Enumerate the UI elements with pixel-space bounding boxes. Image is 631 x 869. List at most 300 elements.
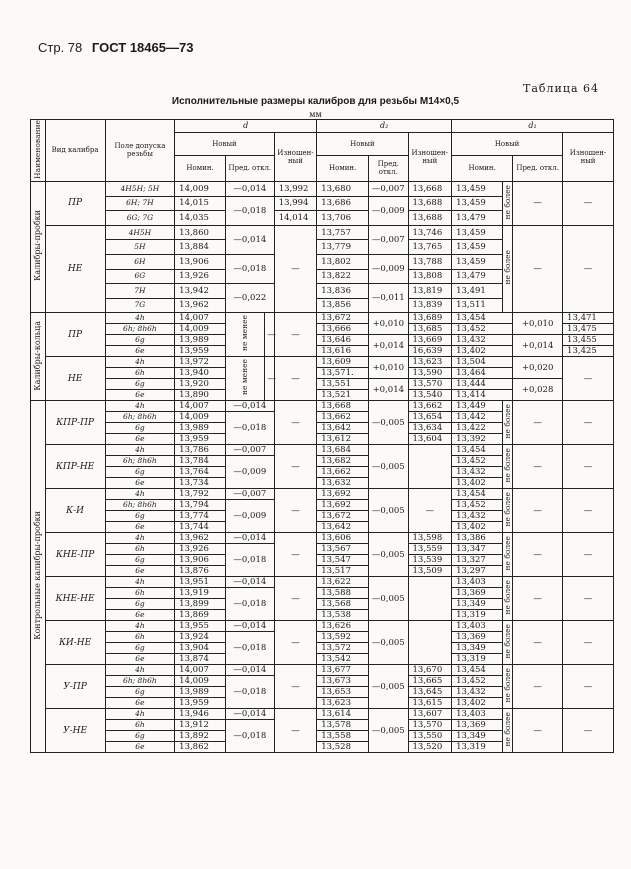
d1-nominal: 13,369 [452, 720, 503, 731]
d-nominal: 13,924 [175, 632, 226, 643]
d2-worn: 13,654 [408, 412, 452, 423]
d2-nominal: 13,616 [317, 346, 369, 357]
d2-deviation: —0,005 [369, 709, 408, 753]
d1-nominal: 13,452 [452, 500, 503, 511]
d1-nominal: 13,454 [452, 445, 503, 456]
tolerance-field: 6g [105, 731, 174, 742]
tolerance-field: 6h; 8h6h [105, 676, 174, 687]
d2-worn: 13,520 [408, 742, 452, 753]
d2-worn: 13,540 [408, 390, 452, 401]
d-nominal: 14,007 [175, 313, 226, 324]
d-nominal: 13,890 [175, 390, 226, 401]
ne-menee-mark: не менее [225, 357, 264, 401]
tolerance-field: 6h; 8h6h [105, 412, 174, 423]
d1-nominal: 13,454 [452, 665, 503, 676]
d2-nominal: 13,538 [317, 610, 369, 621]
d2-worn: 13,746 [408, 225, 452, 240]
d1-worn-dash: — [563, 665, 614, 709]
tolerance-field: 4h [105, 665, 174, 676]
caliber-type: КИ-НЕ [45, 621, 105, 665]
caliber-type: ПР [45, 181, 105, 225]
tolerance-field: 6g [105, 643, 174, 654]
col-tol-header: Поле допуска резьбы [105, 120, 174, 182]
d2-nominal: 13,682 [317, 456, 369, 467]
d2-worn: 13,590 [408, 368, 452, 379]
tolerance-field: 6e [105, 566, 174, 577]
d-worn-dash: — [274, 489, 317, 533]
d2-nominal: 13,567 [317, 544, 369, 555]
d-nominal: 13,906 [175, 555, 226, 566]
d2-nominal: 13,622 [317, 577, 369, 588]
d-nominal: 13,926 [175, 269, 226, 284]
d-worn: 13,992 [274, 181, 317, 196]
d-nominal: 13,892 [175, 731, 226, 742]
d-nominal: 13,734 [175, 478, 226, 489]
d2-deviation: +0,010 [369, 313, 408, 335]
col-d-header: d [175, 120, 317, 133]
d2-nominal: 13,666 [317, 324, 369, 335]
tolerance-field: 6h [105, 544, 174, 555]
d1-nominal: 13,479 [452, 269, 503, 284]
d-nominal: 14,009 [175, 676, 226, 687]
d-nominal: 13,940 [175, 368, 226, 379]
d-nominal: 13,919 [175, 588, 226, 599]
d-worn-dash: — [274, 709, 317, 753]
d2-deviation: —0,007 [369, 181, 408, 196]
d2-nominal: 13,662 [317, 467, 369, 478]
d-nominal: 13,942 [175, 284, 226, 299]
d-deviation-dash: — [265, 313, 274, 357]
tolerance-field: 4H5H; 5H [105, 181, 174, 196]
ne-bolee-mark: не более [502, 533, 512, 577]
d2-deviation: —0,009 [369, 254, 408, 283]
tolerance-field: 6e [105, 742, 174, 753]
d-nominal: 13,860 [175, 225, 226, 240]
tolerance-field: 4h [105, 357, 174, 368]
d1-nominal: 13,454 [452, 489, 503, 500]
d1-nominal: 13,452 [452, 676, 503, 687]
d2-deviation: —0,005 [369, 621, 408, 665]
tolerance-field: 6e [105, 478, 174, 489]
d2-deviation: —0,005 [369, 401, 408, 445]
d2-worn: 13,615 [408, 698, 452, 709]
d-nominal: 13,869 [175, 610, 226, 621]
d-worn: 13,994 [274, 196, 317, 211]
caliber-type: КНЕ-НЕ [45, 577, 105, 621]
d2-new-header: Новый [317, 133, 408, 156]
d1-nominal: 13,349 [452, 643, 503, 654]
d1-nominal: 13,402 [452, 478, 503, 489]
tolerance-field: 4h [105, 577, 174, 588]
tolerance-field: 6h; 8h6h [105, 500, 174, 511]
d2-deviation: —0,005 [369, 445, 408, 489]
d2-worn-empty [408, 577, 452, 621]
d1-nominal: 13,392 [452, 434, 503, 445]
tolerance-field: 4h [105, 445, 174, 456]
tolerance-field: 6G [105, 269, 174, 284]
tolerance-field: 6e [105, 654, 174, 665]
d-deviation: —0,014 [225, 533, 274, 544]
d2-nominal: 13,642 [317, 522, 369, 533]
d2-nominal: 13,609 [317, 357, 369, 368]
d1-nominal: 13,319 [452, 654, 503, 665]
d-deviation: —0,018 [225, 588, 274, 621]
d-nominal: 13,959 [175, 346, 226, 357]
d-worn-dash: — [274, 357, 317, 401]
tolerance-field: 6e [105, 698, 174, 709]
tolerance-field: 4h [105, 489, 174, 500]
d2-nom-header: Номин. [317, 155, 369, 181]
d1-nominal: 13,432 [452, 335, 513, 346]
d2-worn: 13,670 [408, 665, 452, 676]
d2-nominal: 13,802 [317, 254, 369, 269]
d1-nominal: 13,504 [452, 357, 513, 368]
d1-worn-dash: — [563, 445, 614, 489]
d-nominal: 13,874 [175, 654, 226, 665]
tolerance-field: 7G [105, 298, 174, 313]
ne-bolee-mark: не более [502, 489, 512, 533]
d2-worn: 13,689 [408, 313, 452, 324]
d-nominal: 14,007 [175, 665, 226, 676]
d2-worn: 13,819 [408, 284, 452, 299]
d-deviation: —0,018 [225, 196, 274, 225]
d2-nominal: 13,632 [317, 478, 369, 489]
d1-nominal: 13,459 [452, 196, 503, 211]
d-nominal: 13,989 [175, 687, 226, 698]
d1-nominal: 13,402 [452, 698, 503, 709]
d2-deviation: —0,005 [369, 489, 408, 533]
d2-deviation: —0,005 [369, 665, 408, 709]
d-worn-header: Изношенный [274, 133, 317, 182]
table-row [31, 489, 614, 500]
table-row [31, 445, 614, 456]
tolerance-field: 6h [105, 632, 174, 643]
d1-deviation-dash: — [513, 709, 563, 753]
d2-nominal: 13,706 [317, 211, 369, 226]
d2-nominal: 13,692 [317, 500, 369, 511]
calibers-table [30, 119, 614, 753]
d2-nominal: 13,606 [317, 533, 369, 544]
d-deviation: —0,014 [225, 577, 274, 588]
d1-deviation-dash: — [513, 225, 563, 313]
tolerance-field: 6h; 8h6h [105, 324, 174, 335]
d2-nominal: 13,836 [317, 284, 369, 299]
tolerance-field: 6g [105, 423, 174, 434]
table-row [31, 379, 614, 390]
d2-worn: 13,509 [408, 566, 452, 577]
d2-deviation: +0,014 [369, 335, 408, 357]
d-nominal: 13,989 [175, 335, 226, 346]
d2-nominal: 13,551 [317, 379, 369, 390]
d1-deviation: +0,014 [513, 335, 563, 357]
d-nominal: 13,920 [175, 379, 226, 390]
page-number: Стр. 78 [38, 40, 83, 55]
d2-nominal: 13,646 [317, 335, 369, 346]
caliber-type: КПР-НЕ [45, 445, 105, 489]
d-nominal: 13,899 [175, 599, 226, 610]
d2-nominal: 13,662 [317, 412, 369, 423]
d2-nominal: 13,757 [317, 225, 369, 240]
d2-nominal: 13,542 [317, 654, 369, 665]
ne-bolee-mark: не более [502, 181, 512, 225]
d-nominal: 13,904 [175, 643, 226, 654]
d1-worn-dash: — [563, 621, 614, 665]
d2-nominal: 13,568 [317, 599, 369, 610]
d-nominal: 14,007 [175, 401, 226, 412]
d1-nominal: 13,442 [452, 412, 503, 423]
d2-nominal: 13,686 [317, 196, 369, 211]
d2-nominal: 13,517 [317, 566, 369, 577]
d1-worn-dash: — [563, 577, 614, 621]
tolerance-field: 6g [105, 687, 174, 698]
d2-nominal: 13,668 [317, 401, 369, 412]
col-name-header: Наименование [31, 120, 46, 182]
d2-nominal: 13,677 [317, 665, 369, 676]
d2-worn: 13,570 [408, 720, 452, 731]
d2-nominal: 13,672 [317, 511, 369, 522]
table-row [31, 335, 614, 346]
d1-worn-dash: — [563, 533, 614, 577]
tolerance-field: 6e [105, 610, 174, 621]
d1-nominal: 13,414 [452, 390, 513, 401]
d2-worn-empty [408, 445, 452, 489]
d2-deviation: —0,011 [369, 284, 408, 313]
ne-bolee-mark: не более [502, 621, 512, 665]
table-number: Таблица 64 [523, 82, 599, 95]
d1-nominal: 13,479 [452, 211, 503, 226]
d1-nominal: 13,369 [452, 632, 503, 643]
group-label: Контрольные калибры-пробки [31, 401, 46, 753]
d1-nominal: 13,464 [452, 368, 513, 379]
d1-nominal: 13,459 [452, 240, 503, 255]
d2-worn: 13,623 [408, 357, 452, 368]
d-nominal: 13,951 [175, 577, 226, 588]
d1-deviation-dash: — [513, 533, 563, 577]
d1-nominal: 13,432 [452, 467, 503, 478]
d2-nominal: 13,571. [317, 368, 369, 379]
ne-menee-mark: не менее [225, 313, 264, 357]
tolerance-field: 6h; 8h6h [105, 456, 174, 467]
d1-worn-dash: — [563, 357, 614, 401]
d2-nominal: 13,572 [317, 643, 369, 654]
d1-deviation: +0,028 [513, 379, 563, 401]
caliber-type: У-ПР [45, 665, 105, 709]
d1-deviation: +0,020 [513, 357, 563, 379]
d1-worn: 13,471 [563, 313, 614, 324]
d2-worn: 13,808 [408, 269, 452, 284]
d1-nominal: 13,349 [452, 731, 503, 742]
tolerance-field: 6g [105, 555, 174, 566]
d2-nominal: 13,578 [317, 720, 369, 731]
d2-nominal: 13,592 [317, 632, 369, 643]
table-body [31, 181, 614, 752]
d-deviation: —0,007 [225, 445, 274, 456]
d-deviation: —0,014 [225, 401, 274, 412]
d2-nominal: 13,623 [317, 698, 369, 709]
d2-nominal: 13,612 [317, 434, 369, 445]
d2-deviation: —0,005 [369, 533, 408, 577]
tolerance-field: 4h [105, 401, 174, 412]
tolerance-field: 6h [105, 720, 174, 731]
tolerance-field: 6g [105, 511, 174, 522]
d1-nominal: 13,403 [452, 577, 503, 588]
d1-nominal: 13,449 [452, 401, 503, 412]
d1-nominal: 13,402 [452, 522, 503, 533]
d1-deviation-dash: — [513, 445, 563, 489]
d2-worn: 13,539 [408, 555, 452, 566]
d2-worn: 13,604 [408, 434, 452, 445]
d-nominal: 13,764 [175, 467, 226, 478]
d-nominal: 13,959 [175, 698, 226, 709]
d1-new-header: Новый [452, 133, 563, 156]
tolerance-field: 6h [105, 368, 174, 379]
tolerance-field: 6g [105, 467, 174, 478]
table-row [31, 225, 614, 240]
d2-nominal: 13,642 [317, 423, 369, 434]
d2-nominal: 13,528 [317, 742, 369, 753]
d2-nominal: 13,614 [317, 709, 369, 720]
d2-nominal: 13,547 [317, 555, 369, 566]
tolerance-field: 6g [105, 599, 174, 610]
d-new-header: Новый [175, 133, 275, 156]
caliber-type: КНЕ-ПР [45, 533, 105, 577]
ne-bolee-mark: не более [502, 401, 512, 445]
d-deviation: —0,014 [225, 181, 274, 196]
d-worn-dash: — [274, 313, 317, 357]
d1-nom-header: Номин. [452, 155, 513, 181]
d1-deviation: +0,010 [513, 313, 563, 335]
tolerance-field: 6e [105, 434, 174, 445]
d2-worn: 13,634 [408, 423, 452, 434]
d1-nominal: 13,511 [452, 298, 503, 313]
d-nominal: 13,989 [175, 423, 226, 434]
d-nominal: 14,009 [175, 412, 226, 423]
d-nominal: 14,035 [175, 211, 226, 226]
d2-nominal: 13,673 [317, 676, 369, 687]
d-worn-dash: — [274, 225, 317, 313]
d-deviation: —0,014 [225, 665, 274, 676]
d2-worn: 13,645 [408, 687, 452, 698]
tolerance-field: 6e [105, 346, 174, 357]
d-nominal: 13,784 [175, 456, 226, 467]
tolerance-field: 6e [105, 522, 174, 533]
d2-worn: 13,688 [408, 211, 452, 226]
tolerance-field: 6G; 7G [105, 211, 174, 226]
table-row [31, 401, 614, 412]
d2-nominal: 13,684 [317, 445, 369, 456]
d-nominal: 14,009 [175, 181, 226, 196]
tolerance-field: 4H5H [105, 225, 174, 240]
d2-worn: 13,665 [408, 676, 452, 687]
table-row [31, 533, 614, 544]
d1-deviation-dash: — [513, 621, 563, 665]
ne-bolee-mark: не более [502, 665, 512, 709]
d-nominal: 13,792 [175, 489, 226, 500]
d1-nominal: 13,403 [452, 621, 503, 632]
tolerance-field: 6g [105, 335, 174, 346]
d-deviation-dash: — [265, 357, 274, 401]
d1-deviation-dash: — [513, 665, 563, 709]
d-deviation: —0,018 [225, 632, 274, 665]
d1-nominal: 13,432 [452, 511, 503, 522]
tolerance-field: 6H [105, 254, 174, 269]
table-row [31, 313, 614, 324]
d-nominal: 13,962 [175, 533, 226, 544]
d-nominal: 13,972 [175, 357, 226, 368]
tolerance-field: 6e [105, 390, 174, 401]
ne-bolee-mark: не более [502, 445, 512, 489]
d1-deviation-dash: — [513, 401, 563, 445]
d1-worn-dash: — [563, 225, 614, 313]
d-worn-dash: — [274, 665, 317, 709]
d1-worn-dash: — [563, 181, 614, 225]
d2-nominal: 13,680 [317, 181, 369, 196]
d-deviation: —0,014 [225, 225, 274, 254]
d2-deviation: —0,005 [369, 577, 408, 621]
d2-worn: 13,662 [408, 401, 452, 412]
d2-nominal: 13,692 [317, 489, 369, 500]
d2-deviation: +0,014 [369, 379, 408, 401]
d2-worn: 16,639 [408, 346, 452, 357]
d1-nominal: 13,491 [452, 284, 503, 299]
d-nominal: 13,744 [175, 522, 226, 533]
d-deviation: —0,022 [225, 284, 274, 313]
d1-worn: 13,455 [563, 335, 614, 346]
d1-nominal: 13,452 [452, 456, 503, 467]
d-worn-dash: — [274, 445, 317, 489]
d1-worn: 13,425 [563, 346, 614, 357]
d1-deviation-dash: — [513, 577, 563, 621]
d2-nominal: 13,558 [317, 731, 369, 742]
d2-nominal: 13,856 [317, 298, 369, 313]
d-deviation: —0,009 [225, 500, 274, 533]
d1-nominal: 13,319 [452, 742, 503, 753]
col-type-header: Вид калибра [45, 120, 105, 182]
d2-nominal: 13,672 [317, 313, 369, 324]
tolerance-field: 4h [105, 621, 174, 632]
d1-nominal: 13,297 [452, 566, 503, 577]
d2-dev-header: Пред. откл. [369, 155, 408, 181]
d2-nominal: 13,626 [317, 621, 369, 632]
d-deviation: —0,018 [225, 254, 274, 283]
d2-worn: 13,688 [408, 196, 452, 211]
d2-deviation: —0,009 [369, 196, 408, 225]
d1-nominal: 13,403 [452, 709, 503, 720]
table-row [31, 577, 614, 588]
d2-worn: 13,550 [408, 731, 452, 742]
d2-deviation: —0,007 [369, 225, 408, 254]
d2-nominal: 13,588 [317, 588, 369, 599]
table-title: Исполнительные размеры калибров для резьбы М14×0,5 [171, 96, 460, 107]
tolerance-field: 4h [105, 313, 174, 324]
d-nominal: 13,962 [175, 298, 226, 313]
tolerance-field: 6H; 7H [105, 196, 174, 211]
d2-worn: 13,839 [408, 298, 452, 313]
caliber-type: НЕ [45, 225, 105, 313]
table-unit: мм [309, 110, 322, 119]
caliber-type: К-И [45, 489, 105, 533]
d1-nominal: 13,454 [452, 313, 513, 324]
group-label: Калибры-кольца [31, 313, 46, 401]
d2-worn: 13,685 [408, 324, 452, 335]
d-nominal: 13,912 [175, 720, 226, 731]
d-nominal: 14,009 [175, 324, 226, 335]
d1-nominal: 13,444 [452, 379, 513, 390]
d1-worn: 13,475 [563, 324, 614, 335]
d2-worn-empty [408, 621, 452, 665]
d1-nominal: 13,347 [452, 544, 503, 555]
d-nominal: 13,862 [175, 742, 226, 753]
